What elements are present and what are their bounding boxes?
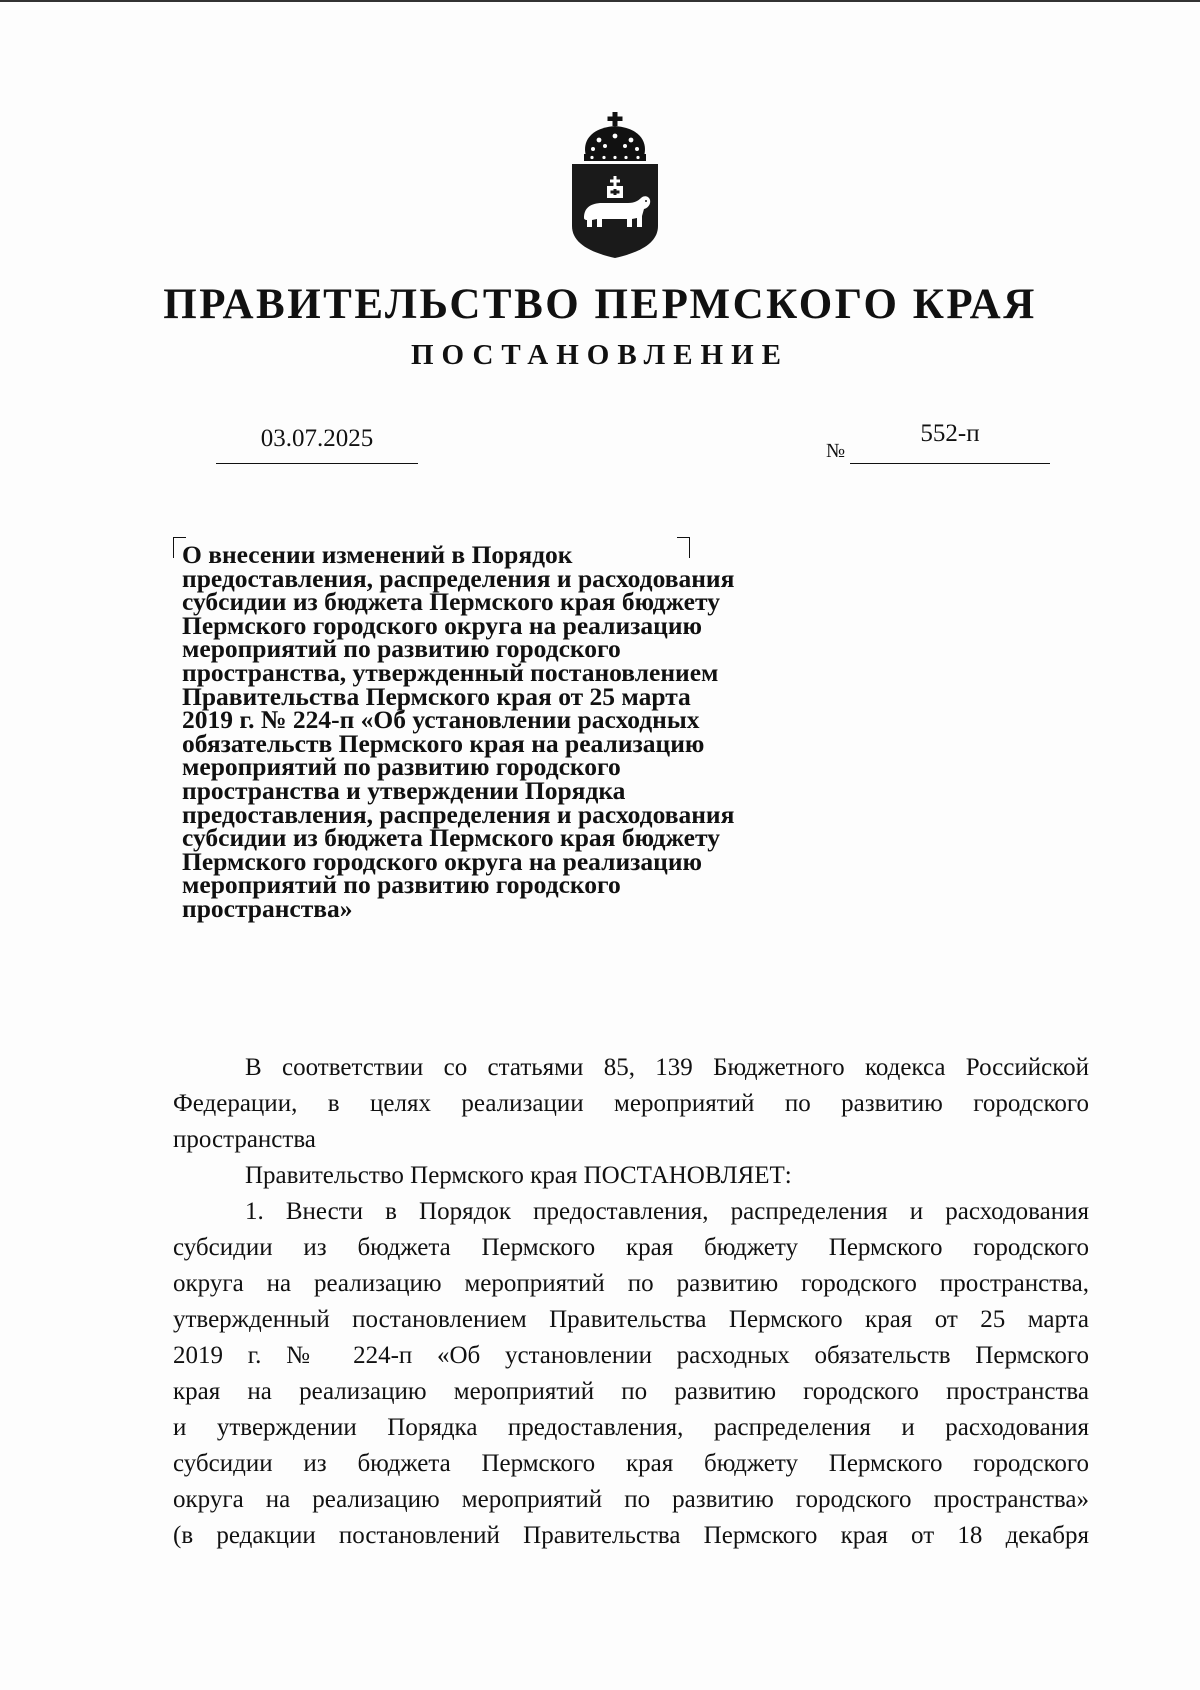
document-number: 552-п — [920, 420, 980, 447]
body-line: округа на реализацию мероприятий по развитию городского пространства, — [173, 1270, 1089, 1297]
subject-line: пространства, утвержденный постановлением — [182, 657, 719, 687]
subject-line: обязательств Пермского края на реализацию — [182, 728, 705, 758]
body-line: субсидии из бюджета Пермского края бюджету Пермского городского — [173, 1450, 1089, 1477]
body-line: пространства — [173, 1126, 316, 1153]
body-line: субсидии из бюджета Пермского края бюджету Пермского городского — [173, 1234, 1089, 1261]
page-top-edge — [0, 0, 1200, 2]
subject-line: пространства и утверждении Порядка — [182, 775, 626, 805]
subject-line: пространства» — [182, 893, 353, 923]
subject-line: мероприятий по развитию городского — [182, 634, 621, 664]
body-line: Федерации, в целях реализации мероприятий по развитию городского — [173, 1090, 1089, 1117]
document-body — [173, 1050, 1089, 1554]
body-line: (в редакции постановлений Правительства Пермского края от 18 декабря — [173, 1522, 1089, 1549]
subject-line: Пермского городского округа на реализацию — [182, 846, 702, 876]
body-line: 2019 г. № 224-п «Об установлении расходных обязательств Пермского — [173, 1342, 1089, 1369]
body-line: края на реализацию мероприятий по развитию городского пространства — [173, 1378, 1089, 1405]
document-date: 03.07.2025 — [260, 425, 374, 452]
body-line: Правительство Пермского края ПОСТАНОВЛЯЕТ: — [245, 1162, 792, 1189]
body-line: В соответствии со статьями 85, 139 Бюджетного кодекса Российской — [245, 1054, 1089, 1081]
body-line: округа на реализацию мероприятий по развитию городского пространства» — [173, 1486, 1089, 1513]
number-underline — [850, 463, 1050, 464]
document-type-title: ПОСТАНОВЛЕНИЕ — [410, 339, 789, 371]
date-underline — [216, 463, 418, 464]
body-line: утвержденный постановлением Правительства Пермского края от 25 марта — [173, 1306, 1089, 1333]
subject-line: мероприятий по развитию городского — [182, 752, 621, 782]
number-sign: № — [826, 440, 846, 462]
subject-line: Правительства Пермского края от 25 марта — [182, 681, 691, 711]
subject-line: субсидии из бюджета Пермского края бюджету — [182, 823, 720, 853]
subject-line: мероприятий по развитию городского — [182, 870, 621, 900]
body-line: 1. Внести в Порядок предоставления, распределения и расходования — [245, 1198, 1089, 1225]
subject-line: субсидии из бюджета Пермского края бюджету — [182, 587, 720, 617]
body-line: и утверждении Порядка предоставления, распределения и расходования — [173, 1414, 1089, 1441]
subject-line: Пермского городского округа на реализацию — [182, 610, 702, 640]
coat-of-arms-emblem — [568, 110, 662, 260]
subject-line: 2019 г. № 224-п «Об установлении расходных — [182, 705, 700, 735]
subject-line: О внесении изменений в Порядок — [182, 540, 573, 569]
subject-line: предоставления, распределения и расходования — [182, 799, 735, 829]
organization-title: ПРАВИТЕЛЬСТВО ПЕРМСКОГО КРАЯ — [163, 281, 1037, 328]
subject-line: предоставления, распределения и расходования — [182, 563, 735, 593]
document-subject — [182, 540, 822, 923]
